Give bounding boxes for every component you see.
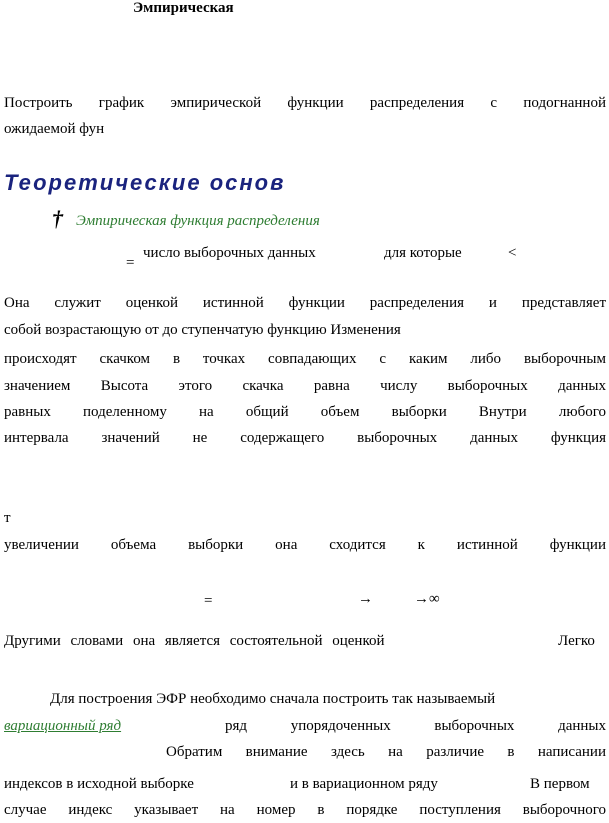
formula2-arrow-infinity: →∞	[414, 591, 440, 607]
formula2-eq: =	[204, 593, 213, 609]
formula-text-2: для которые	[384, 245, 462, 261]
para4-line-4a: индексов в исходной выборке	[4, 776, 194, 792]
subheading-empirical-function: Эмпирическая функция распределения	[76, 213, 320, 229]
para3-right: Легко	[558, 633, 595, 649]
para4-line-2: ряд упорядоченных выборочных данных	[225, 718, 606, 734]
para2-line: увеличении объема выборки она сходится к истинной функции	[4, 537, 606, 553]
page-title: Эмпирическая	[133, 0, 234, 16]
para4-line-4c: В первом	[530, 776, 590, 792]
dagger-icon: †	[52, 206, 63, 231]
para4-line-4b: и в вариационном ряду	[290, 776, 438, 792]
para4-line-3: Обратим внимание здесь на различие в написании	[166, 744, 606, 760]
para4-line-1: Для построения ЭФР необходимо сначала построить так называемый	[50, 691, 496, 707]
intro-line-2: ожидаемой фун	[4, 121, 105, 137]
t-char: т	[4, 510, 11, 526]
para1-line-3: происходят скачком в точках совпадающих с каким либо выборочным	[4, 351, 606, 367]
formula-lt: <	[508, 245, 517, 261]
para1-line-5: равных поделенному на общий объем выборки Внутри любого	[4, 404, 606, 420]
formula-text-1: число выборочных данных	[143, 245, 316, 261]
section-heading: Теоретические основ	[4, 170, 286, 195]
para1-line-2: собой возрастающую от до ступенчатую функцию Изменения	[4, 322, 401, 338]
formula-eq: =	[126, 255, 135, 271]
intro-line-1: Построить график эмпирической функции распределения с подогнанной	[4, 95, 606, 111]
para3-left: Другими словами она является состоятельной оценкой	[4, 633, 385, 649]
para1-line-1: Она служит оценкой истинной функции распределения и представляет	[4, 295, 606, 311]
para4-line-5: случае индекс указывает на номер в порядке поступления выборочного	[4, 802, 606, 818]
para1-line-6: интервала значений не содержащего выборочных данных функция	[4, 430, 606, 446]
formula2-arrow: →	[358, 591, 373, 607]
variation-series-link[interactable]: вариационный ряд	[4, 718, 122, 734]
para1-line-4: значением Высота этого скачка равна числу выборочных данных	[4, 378, 606, 394]
